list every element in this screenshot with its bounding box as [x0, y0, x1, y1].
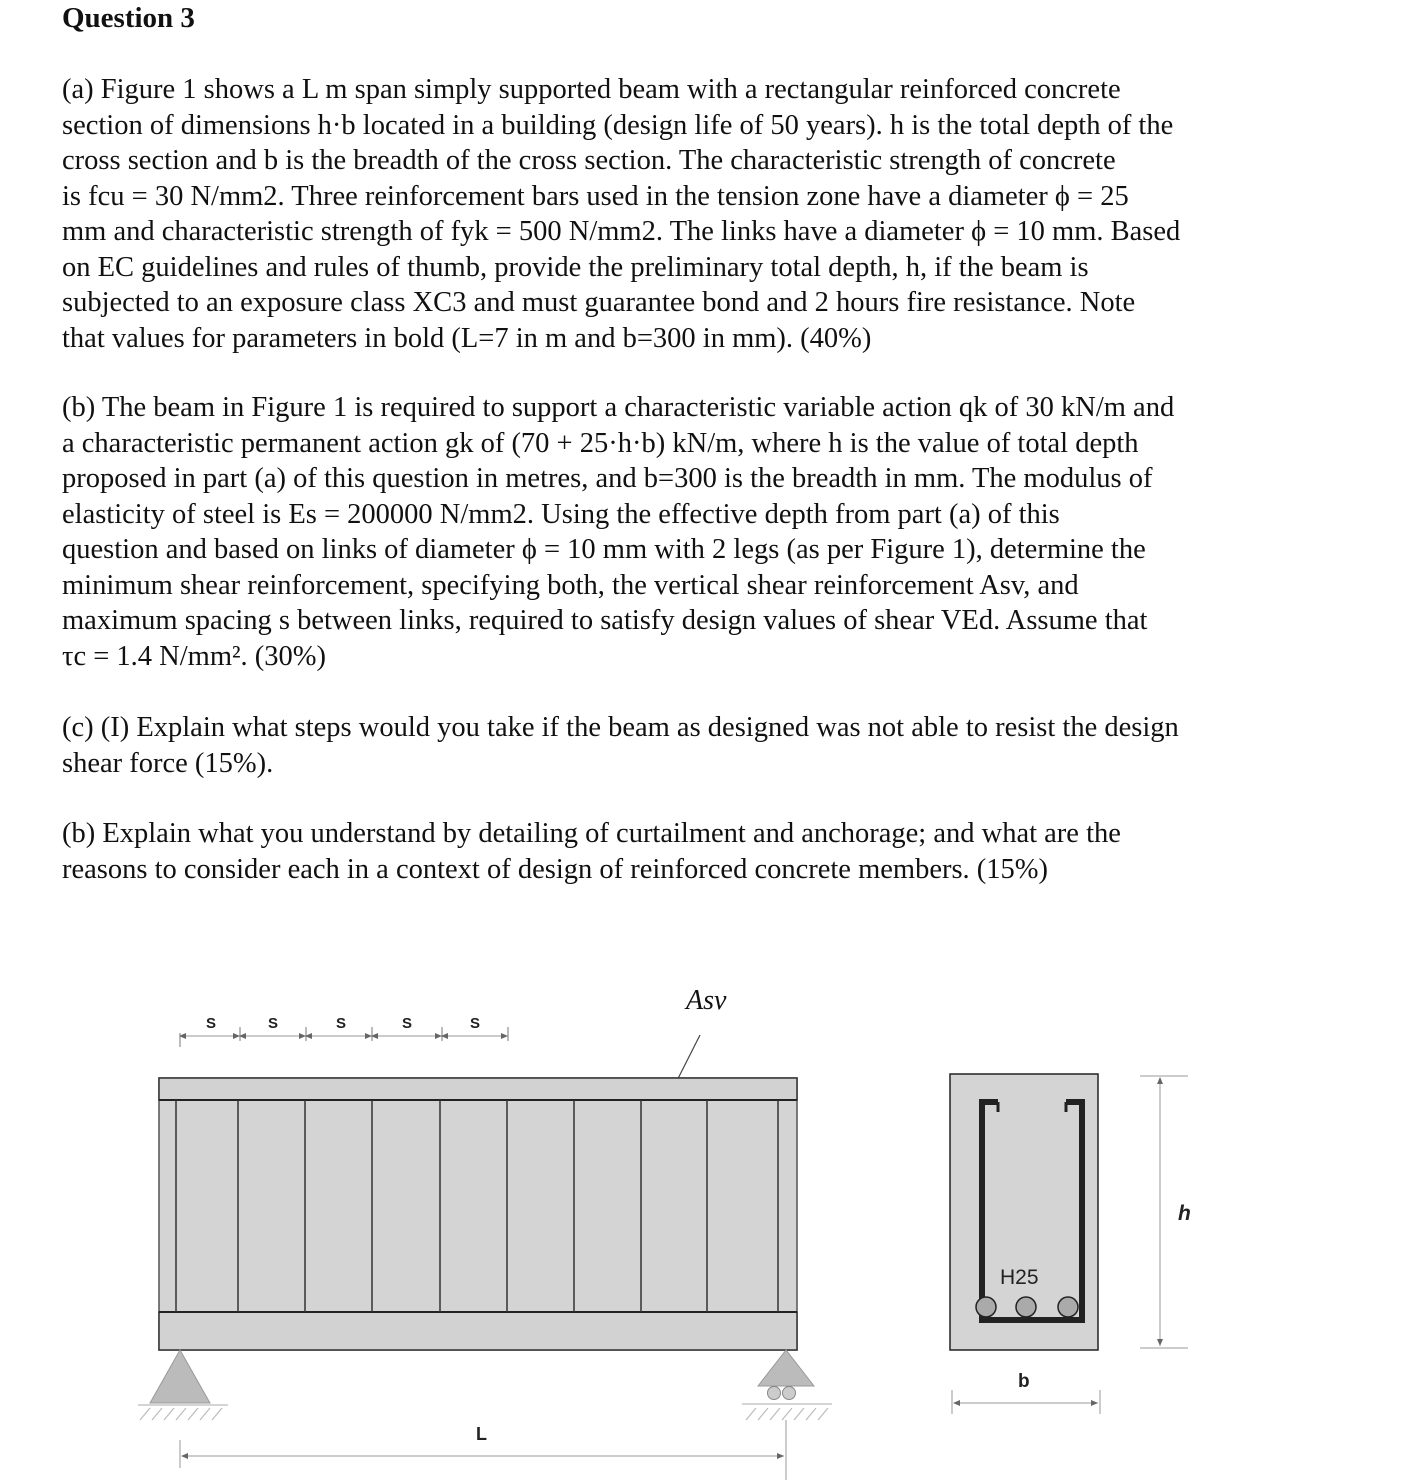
question-title: Question 3: [62, 2, 195, 34]
part-b-line: proposed in part (a) of this question in metres, and b=300 is the breadth in mm. The modulus of: [62, 463, 1153, 494]
depth-label: h: [1178, 1202, 1191, 1225]
part-b-line: maximum spacing s between links, required to satisfy design values of shear VEd. Assume that: [62, 605, 1148, 636]
part-c2-line: reasons to consider each in a context of design of reinforced concrete members. (15%): [62, 853, 1049, 885]
breadth-label: b: [1018, 1371, 1030, 1392]
span-label: L: [476, 1424, 487, 1444]
span-dimension: [180, 1420, 786, 1480]
spacing-label: S: [206, 1015, 217, 1032]
part-a-line: (a) Figure 1 shows a L m span simply supported beam with a rectangular reinforced concrete: [62, 74, 1121, 105]
rebar-circle: [1058, 1297, 1078, 1317]
part-a-line: cross section and b is the breadth of the cross section. The characteristic strength of concrete: [62, 145, 1116, 176]
part-b-line: minimum shear reinforcement, specifying both, the vertical shear reinforcement Asv, and: [62, 569, 1079, 601]
part-b-line: τc = 1.4 N/mm². (30%): [62, 640, 327, 672]
part-a-text: [62, 72, 1382, 356]
part-c1-line: shear force (15%).: [62, 747, 274, 779]
part-c1-line: (c) (I) Explain what steps would you take if the beam as designed was not able to resist the design: [62, 712, 1179, 743]
spacing-label: S: [336, 1015, 347, 1032]
part-b-line: question and based on links of diameter ϕ = 10 mm with 2 legs (as per Figure 1), determine the: [62, 534, 1146, 565]
asv-label: Asv: [686, 985, 727, 1016]
part-a-line: is fcu = 30 N/mm2. Three reinforcement bars used in the tension zone have a diameter ϕ = 25: [62, 180, 1129, 212]
part-c1-text: [62, 710, 1382, 781]
cross-section: [950, 1074, 1098, 1350]
part-b-line: (b) The beam in Figure 1 is required to support a characteristic variable action qk of 30 kN/m and: [62, 392, 1175, 423]
part-a-line: that values for parameters in bold (L=7 in m and b=300 in mm). (40%): [62, 322, 872, 354]
part-a-line: mm and characteristic strength of fyk = 500 N/mm2. The links have a diameter ϕ = 10 mm. Based: [62, 216, 1181, 247]
roller-support: [742, 1350, 832, 1420]
part-b-text: [62, 390, 1382, 674]
part-a-line: on EC guidelines and rules of thumb, provide the preliminary total depth, h, if the beam is: [62, 251, 1089, 283]
breadth-dimension: [952, 1371, 1100, 1414]
figure-1: [0, 960, 1416, 1484]
spacing-label: S: [470, 1015, 481, 1032]
spacing-label: S: [268, 1015, 279, 1032]
beam-elevation: [159, 1078, 797, 1350]
part-b-line: a characteristic permanent action gk of (70 + 25·h·b) kN/m, where h is the value of total depth: [62, 427, 1139, 459]
part-a-line: section of dimensions h·b located in a building (design life of 50 years). h is the total depth of the: [62, 109, 1174, 141]
rebar-circle: [976, 1297, 996, 1317]
pin-support: [138, 1350, 228, 1420]
spacing-label: S: [402, 1015, 413, 1032]
rebar-circle: [1016, 1297, 1036, 1317]
depth-dimension: [1140, 1076, 1191, 1348]
part-c2-line: (b) Explain what you understand by detailing of curtailment and anchorage; and what are the: [62, 818, 1121, 849]
spacing-dimensions: [180, 1015, 508, 1047]
part-a-line: subjected to an exposure class XC3 and must guarantee bond and 2 hours fire resistance. Note: [62, 287, 1136, 318]
part-b-line: elasticity of steel is Es = 200000 N/mm2. Using the effective depth from part (a) of this: [62, 498, 1060, 530]
bar-label: H25: [1000, 1266, 1039, 1289]
part-c2-text: [62, 816, 1382, 887]
